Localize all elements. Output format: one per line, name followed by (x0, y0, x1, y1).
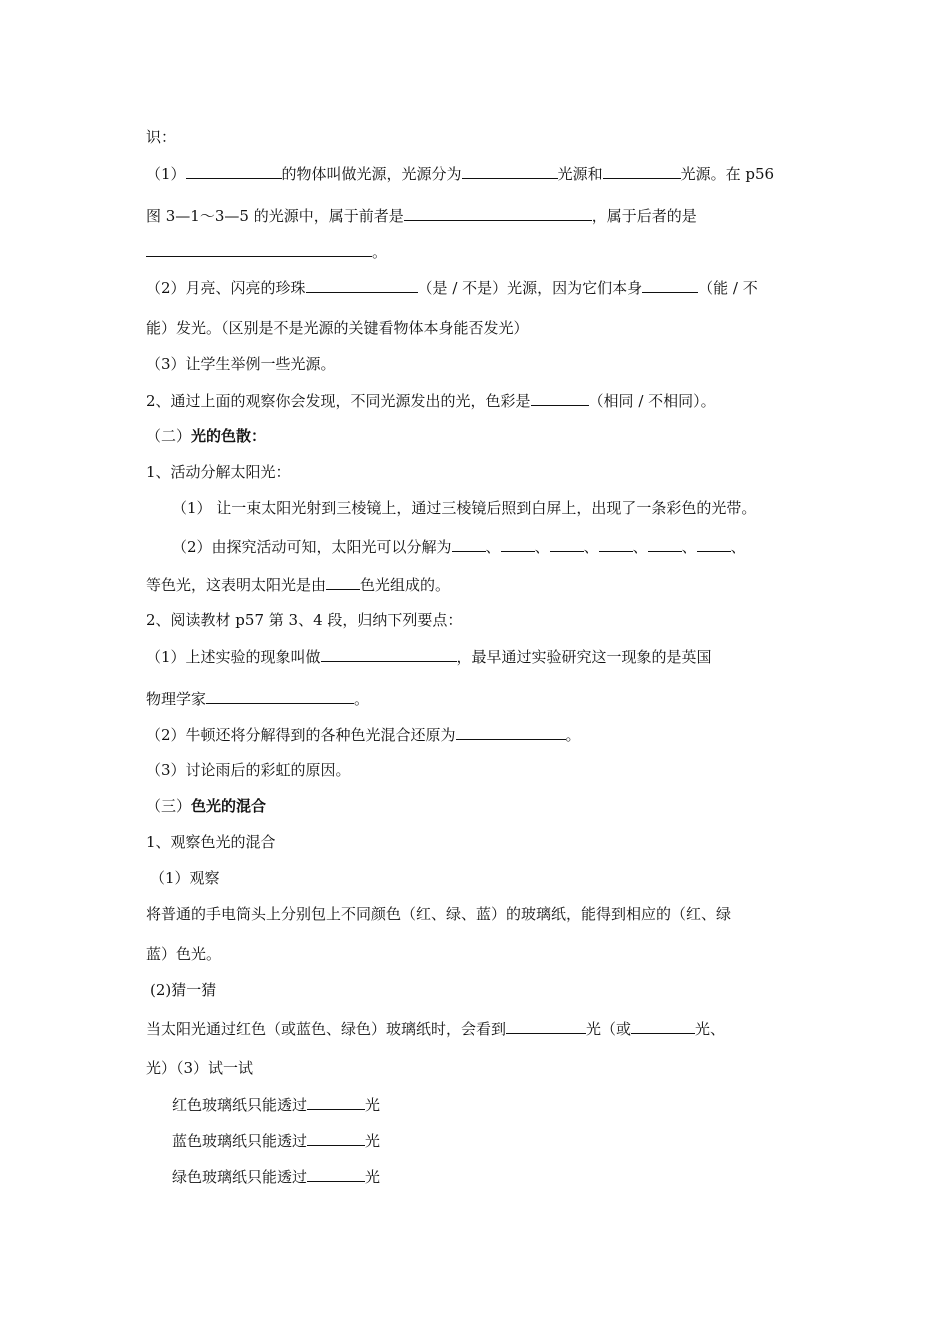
text: 。 (372, 243, 388, 261)
text: 的物体叫做光源，光源分为 (281, 165, 462, 183)
text: 红色玻璃纸只能透过 (172, 1096, 308, 1114)
text: 物理学家 (146, 690, 207, 708)
text-line (146, 205, 697, 226)
text-line (146, 688, 369, 709)
text: ，最早通过实验研究这一现象的是英国 (456, 648, 712, 666)
fill-blank[interactable] (306, 277, 418, 293)
text: (2)猜一猜 (150, 981, 217, 999)
text-line (146, 354, 336, 374)
fill-blank[interactable] (603, 163, 681, 179)
text: 光、 (695, 1020, 726, 1038)
text: 、 (534, 538, 550, 556)
text-line (146, 127, 176, 147)
text-line (146, 760, 351, 780)
fill-blank[interactable] (642, 277, 698, 293)
text-line (146, 832, 276, 852)
text: 2、阅读教材 p57 第 3、4 段，归纳下列要点： (146, 611, 463, 629)
text: 光 (365, 1132, 381, 1150)
heading-text: 色光的混合 (191, 797, 267, 815)
text-line (150, 868, 220, 888)
text: 。 (354, 690, 370, 708)
fill-blank[interactable] (326, 574, 360, 590)
text: （1）观察 (150, 869, 220, 887)
text: 1、活动分解太阳光： (146, 463, 291, 481)
fill-blank[interactable] (146, 241, 372, 257)
text-line (146, 390, 716, 411)
fill-blank[interactable] (501, 536, 535, 552)
fill-blank[interactable] (186, 163, 282, 179)
text-line (172, 1166, 380, 1187)
fill-blank[interactable] (648, 536, 682, 552)
text-line (146, 944, 221, 964)
text: 识： (146, 128, 177, 146)
text: （2）月亮、闪亮的珍珠 (146, 279, 306, 297)
fill-blank[interactable] (307, 1094, 365, 1110)
text: 色光组成的。 (360, 576, 451, 594)
fill-blank[interactable] (697, 536, 731, 552)
text: 光 (365, 1168, 381, 1186)
text: 绿色玻璃纸只能透过 (172, 1168, 308, 1186)
text-line (146, 277, 758, 298)
text: （1）上述实验的现象叫做 (146, 648, 321, 666)
text: ，属于后者的是 (591, 207, 697, 225)
text: 将普通的手电筒头上分别包上不同颜色（红、绿、蓝）的玻璃纸，能得到相应的（红、绿 (146, 905, 732, 923)
text: 、 (485, 538, 501, 556)
text: 光源和 (557, 165, 603, 183)
text: 。 (565, 726, 581, 744)
fill-blank[interactable] (321, 646, 457, 662)
fill-blank[interactable] (506, 1018, 586, 1034)
text-line (172, 498, 756, 518)
text: 当太阳光通过红色（或蓝色、绿色）玻璃纸时，会看到 (146, 1020, 507, 1038)
fill-blank[interactable] (531, 390, 589, 406)
text-line (146, 904, 731, 924)
text: （三） (146, 797, 192, 815)
section-heading (146, 796, 266, 816)
text-line (146, 1018, 725, 1039)
text: （3）让学生举例一些光源。 (146, 355, 336, 373)
section-heading (146, 426, 266, 446)
fill-blank[interactable] (456, 724, 566, 740)
text-line (146, 574, 450, 595)
text: 1、观察色光的混合 (146, 833, 276, 851)
text-line (146, 318, 529, 338)
text: 光）（3）试一试 (146, 1059, 254, 1077)
text: （相同 / 不相同）。 (588, 392, 716, 410)
fill-blank[interactable] (307, 1130, 365, 1146)
text: （二） (146, 427, 192, 445)
text-line (172, 1130, 380, 1151)
fill-blank[interactable] (599, 536, 633, 552)
text-line (172, 1094, 380, 1115)
text: 光（或 (586, 1020, 632, 1038)
text-line (146, 241, 387, 262)
text: （能 / 不 (698, 279, 758, 297)
text: 图 3—1～3—5 的光源中，属于前者是 (146, 207, 404, 225)
text-line (146, 610, 462, 630)
text: 、 (730, 538, 746, 556)
fill-blank[interactable] (307, 1166, 365, 1182)
text: （1） 让一束太阳光射到三棱镜上，通过三棱镜后照到白屏上，出现了一条彩色的光带。 (172, 499, 757, 517)
text: （是 / 不是）光源，因为它们本身 (417, 279, 643, 297)
fill-blank[interactable] (404, 205, 592, 221)
text: 等色光，这表明太阳光是由 (146, 576, 327, 594)
fill-blank[interactable] (452, 536, 486, 552)
text: （3）讨论雨后的彩虹的原因。 (146, 761, 351, 779)
text: （2）由探究活动可知，太阳光可以分解为 (172, 538, 452, 556)
text-line (146, 1058, 253, 1078)
text: 光源。在 p56 (680, 165, 775, 183)
text: 2、通过上面的观察你会发现，不同光源发出的光，色彩是 (146, 392, 531, 410)
fill-blank[interactable] (631, 1018, 695, 1034)
heading-text: 光的色散： (191, 427, 267, 445)
text-line (146, 462, 291, 482)
fill-blank[interactable] (206, 688, 354, 704)
fill-blank[interactable] (462, 163, 558, 179)
text: 能）发光。（区别是不是光源的关键看物体本身能否发光） (146, 319, 529, 337)
text: 、 (583, 538, 599, 556)
text-line (150, 980, 216, 1000)
text: （2）牛顿还将分解得到的各种色光混合还原为 (146, 726, 456, 744)
text-line (172, 536, 746, 557)
text: 、 (632, 538, 648, 556)
text-line (146, 646, 712, 667)
text-line (146, 163, 774, 184)
text: 、 (681, 538, 697, 556)
text-line (146, 724, 581, 745)
fill-blank[interactable] (550, 536, 584, 552)
text: 蓝）色光。 (146, 945, 222, 963)
text: （1） (146, 165, 186, 183)
text: 光 (365, 1096, 381, 1114)
text: 蓝色玻璃纸只能透过 (172, 1132, 308, 1150)
